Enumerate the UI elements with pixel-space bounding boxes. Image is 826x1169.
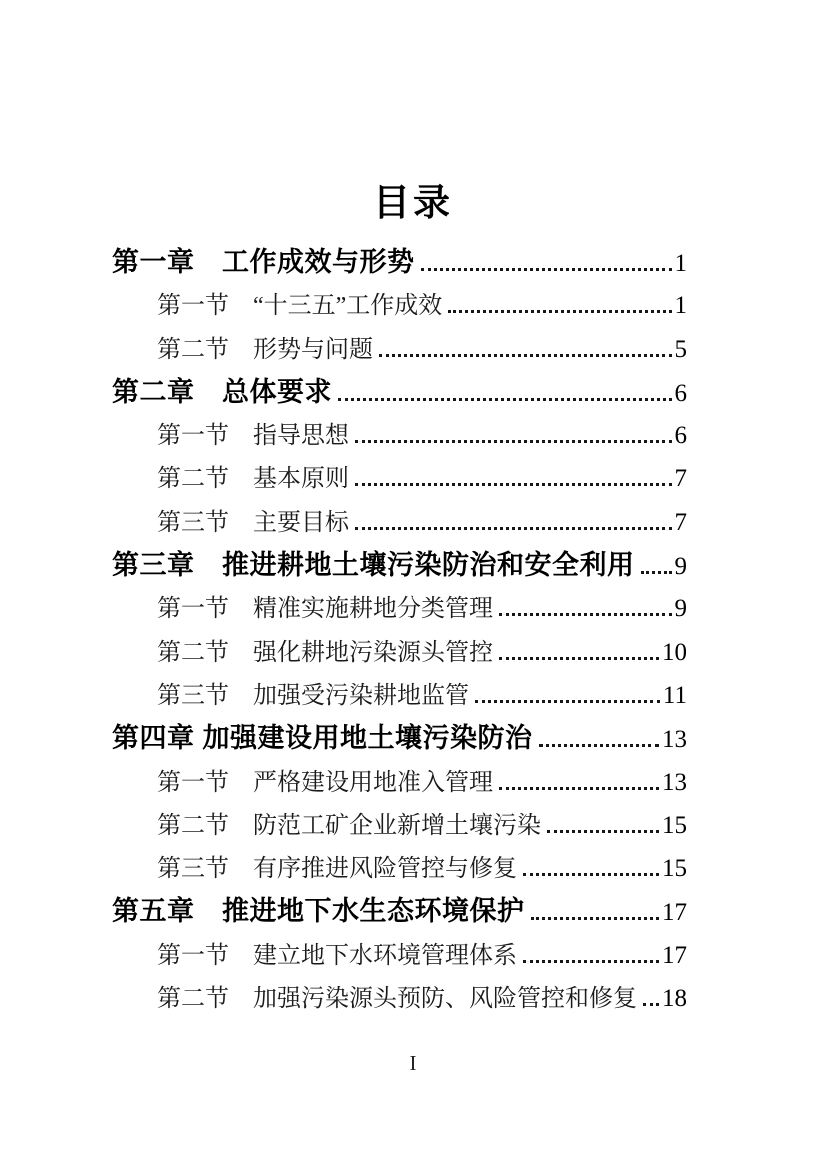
dot-leader <box>641 571 672 574</box>
page-title: 目录 <box>373 183 453 224</box>
dot-leader <box>499 787 659 790</box>
toc-entry-section-5-1[interactable] <box>112 934 687 977</box>
dot-leader <box>379 354 672 357</box>
toc-entry-label: 第二节 基本原则 <box>157 466 349 493</box>
toc-entry-section-2-2[interactable] <box>112 457 687 500</box>
toc-entry-section-4-2[interactable] <box>112 804 687 847</box>
toc-entry-page-number: 9 <box>674 595 687 623</box>
dot-leader <box>643 1003 659 1006</box>
toc-entry-label: 第一节 建立地下水环境管理体系 <box>157 942 517 969</box>
toc-entry-section-3-1[interactable] <box>112 587 687 630</box>
dot-leader <box>499 657 659 660</box>
dot-leader <box>338 398 672 401</box>
toc-entry-label: 第五章 推进地下水生态环境保护 <box>112 896 525 927</box>
toc-entry-label: 第二节 加强污染源头预防、风险管控和修复 <box>157 986 637 1013</box>
dot-leader <box>539 744 659 747</box>
toc-entry-section-1-2[interactable] <box>112 328 687 371</box>
toc-entry-label: 第一章 工作成效与形势 <box>112 247 415 277</box>
toc-entry-label: 第二章 总体要求 <box>112 376 332 407</box>
toc-entry-page-number: 11 <box>662 681 687 709</box>
toc-entry-page-number: 15 <box>662 811 687 839</box>
toc-entry-label: 第一节 指导思想 <box>157 423 349 450</box>
toc-entry-chapter-3[interactable] <box>112 544 687 587</box>
dot-leader <box>531 917 660 920</box>
toc-entry-label: 第一节 严格建设用地准入管理 <box>157 769 493 796</box>
dot-leader <box>355 527 672 530</box>
toc-entry-page-number: 18 <box>662 985 687 1013</box>
toc-entry-section-4-1[interactable] <box>112 761 687 804</box>
toc-entry-section-2-1[interactable] <box>112 414 687 457</box>
toc-entry-label: 第二节 防范工矿企业新增土壤污染 <box>157 812 541 839</box>
toc-entry-page-number: 17 <box>662 899 687 927</box>
toc-entry-chapter-5[interactable] <box>112 890 687 933</box>
toc-entry-page-number: 9 <box>674 553 687 581</box>
toc-entry-page-number: 15 <box>662 855 687 883</box>
toc-entry-chapter-1[interactable] <box>112 241 687 284</box>
toc-entry-page-number: 13 <box>662 726 687 754</box>
table-of-contents <box>0 241 826 1020</box>
toc-entry-page-number: 6 <box>674 379 687 407</box>
toc-entry-page-number: 1 <box>674 292 687 320</box>
toc-entry-label: 第一节 精准实施耕地分类管理 <box>157 596 493 623</box>
dot-leader <box>355 483 672 486</box>
toc-entry-label: 第一节 “十三五”工作成效 <box>157 293 443 320</box>
dot-leader <box>499 613 672 616</box>
toc-entry-chapter-2[interactable] <box>112 371 687 414</box>
toc-entry-section-4-3[interactable] <box>112 847 687 890</box>
toc-entry-page-number: 13 <box>662 768 687 796</box>
toc-entry-section-1-1[interactable] <box>112 284 687 327</box>
dot-leader <box>355 440 672 443</box>
toc-entry-section-3-2[interactable] <box>112 631 687 674</box>
dot-leader <box>421 268 672 271</box>
toc-entry-section-5-2[interactable] <box>112 977 687 1020</box>
toc-entry-page-number: 17 <box>662 941 687 969</box>
toc-entry-chapter-4[interactable] <box>112 717 687 760</box>
toc-entry-label: 第三节 有序推进风险管控与修复 <box>157 856 517 883</box>
dot-leader <box>523 960 659 963</box>
toc-entry-label: 第二节 形势与问题 <box>157 336 373 363</box>
toc-entry-label: 第二节 强化耕地污染源头管控 <box>157 639 493 666</box>
toc-entry-label: 第四章 加强建设用地土壤污染防治 <box>112 723 533 754</box>
toc-entry-page-number: 10 <box>662 638 687 666</box>
toc-entry-label: 第三节 加强受污染耕地监管 <box>157 682 469 709</box>
dot-leader <box>475 700 660 703</box>
toc-entry-page-number: 1 <box>674 250 687 277</box>
toc-entry-label: 第三章 推进耕地土壤污染防治和安全利用 <box>112 550 635 581</box>
toc-entry-label: 第三节 主要目标 <box>157 509 349 536</box>
dot-leader <box>448 310 671 313</box>
dot-leader <box>547 830 659 833</box>
toc-entry-page-number: 6 <box>674 422 687 450</box>
toc-entry-page-number: 7 <box>674 465 687 493</box>
toc-entry-section-2-3[interactable] <box>112 501 687 544</box>
toc-entry-section-3-3[interactable] <box>112 674 687 717</box>
dot-leader <box>523 873 659 876</box>
toc-entry-page-number: 5 <box>674 335 687 363</box>
toc-entry-page-number: 7 <box>674 508 687 536</box>
footer-page-number: I <box>409 1051 417 1075</box>
